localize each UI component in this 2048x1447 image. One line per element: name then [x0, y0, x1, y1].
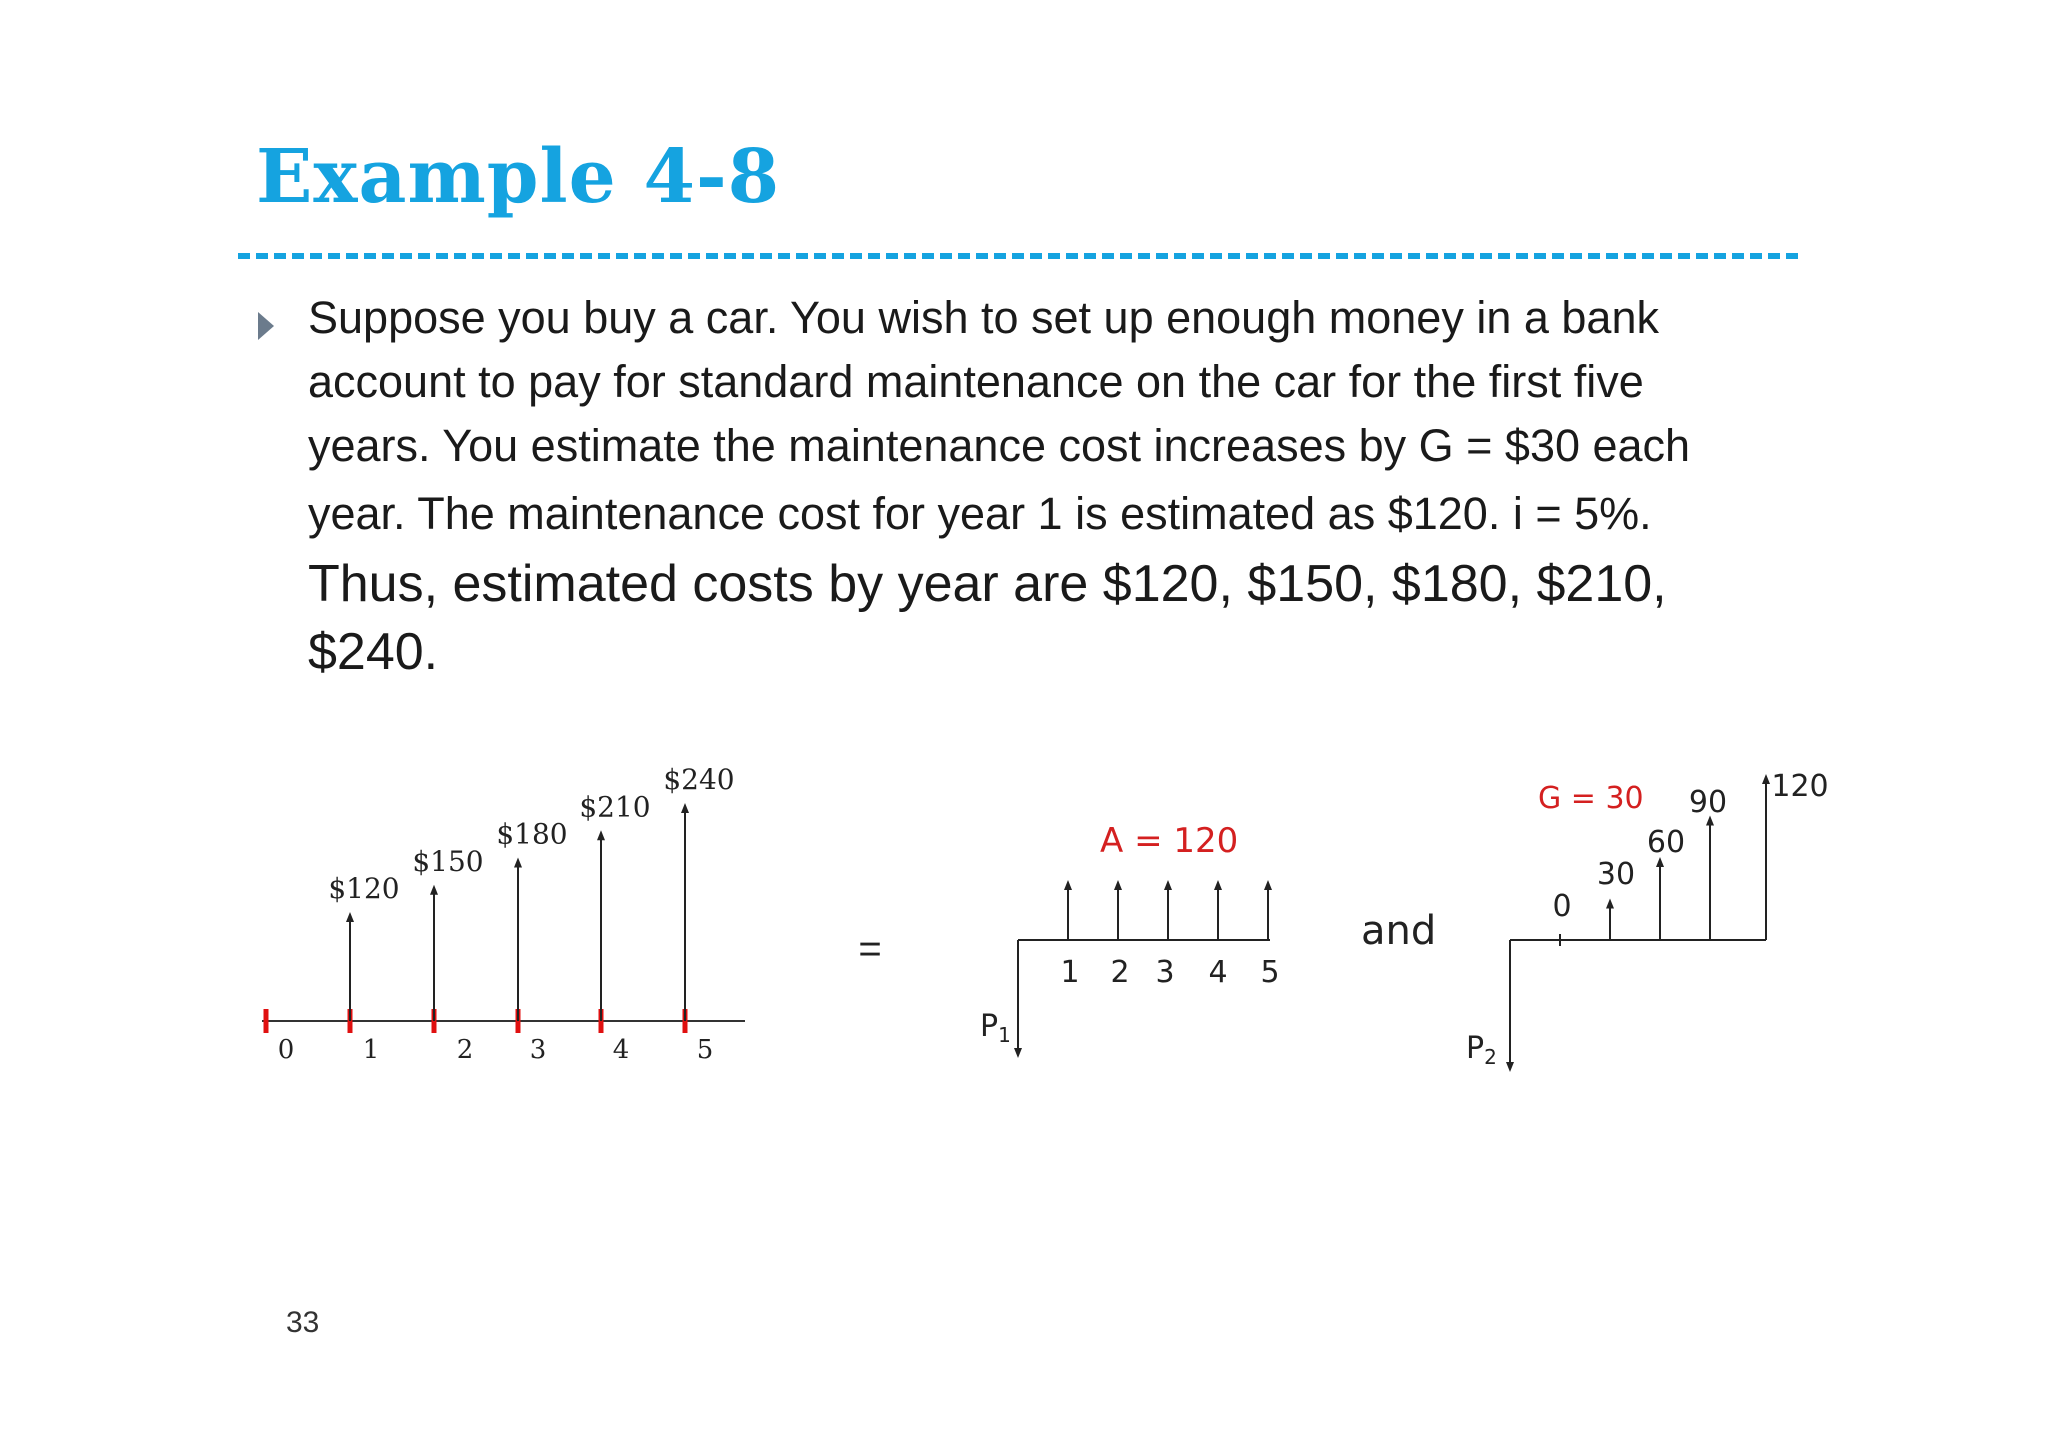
uniform-year-label: 2 [1110, 955, 1130, 990]
uniform-present-arrowhead [1014, 1048, 1022, 1058]
cash-flow-arrowhead [681, 803, 689, 813]
cash-flow-label: $120 [328, 872, 400, 905]
uniform-present-label [980, 1009, 1011, 1047]
year-label: 4 [612, 1035, 630, 1065]
gradient-cash-flow-diagram [262, 763, 745, 1065]
year-label: 5 [696, 1035, 714, 1065]
present-p: P [980, 1009, 999, 1044]
gradient-arrowhead [1606, 899, 1614, 909]
year-label: 2 [456, 1035, 474, 1065]
gradient-value-label: 60 [1646, 825, 1686, 860]
bullet-line: year. The maintenance cost for year 1 is estimated as $120. i = 5%. [308, 488, 1652, 539]
cash-flow-arrowhead [430, 885, 438, 895]
gradient-value-label: 90 [1688, 785, 1728, 820]
bullet-line: $240. [308, 623, 439, 681]
uniform-year-label: 5 [1260, 955, 1280, 990]
cash-flow-label: $240 [663, 763, 735, 796]
bullet-line: account to pay for standard maintenance on the car for the first five [308, 356, 1644, 407]
cash-flow-label: $210 [579, 790, 651, 824]
present-sub: 2 [1484, 1045, 1497, 1069]
present-sub: 1 [998, 1023, 1011, 1047]
uniform-year-label: 1 [1060, 955, 1080, 990]
year-label: 3 [529, 1035, 547, 1065]
uniform-label: A = 120 [1100, 821, 1239, 861]
cash-flow-arrowhead [346, 912, 354, 922]
gradient-arrowhead [1762, 774, 1770, 784]
arithmetic-gradient-diagram [1466, 769, 1829, 1072]
uniform-arrowhead [1164, 880, 1172, 890]
uniform-arrowhead [1264, 880, 1272, 890]
gradient-value-label: 120 [1771, 769, 1829, 804]
uniform-arrowhead [1114, 880, 1122, 890]
gradient-label: G = 30 [1538, 781, 1644, 816]
gradient-value-label: 0 [1552, 889, 1572, 924]
bullet-line: Thus, estimated costs by year are $120, $150, $180, $210, [308, 555, 1667, 613]
equals-sign: = [858, 927, 882, 971]
gradient-value-label: 30 [1596, 857, 1636, 892]
slide-title: Example 4-8 [256, 134, 781, 220]
page-number: 33 [286, 1306, 320, 1339]
and-word: and [1361, 908, 1437, 954]
uniform-arrowhead [1214, 880, 1222, 890]
bullet-line: years. You estimate the maintenance cost increases by G = $30 each [308, 420, 1691, 471]
year-label: 1 [362, 1035, 380, 1065]
cash-flow-label: $150 [412, 844, 484, 878]
year-label: 0 [277, 1035, 295, 1065]
gradient-present-arrowhead [1506, 1062, 1514, 1072]
bullet-line: Suppose you buy a car. You wish to set up enough money in a bank [308, 292, 1659, 343]
uniform-series-diagram [980, 821, 1280, 1058]
cash-flow-label: $180 [496, 817, 568, 851]
cash-flow-arrowhead [597, 830, 605, 840]
uniform-year-label: 4 [1208, 955, 1228, 990]
present-p: P [1466, 1031, 1485, 1066]
gradient-present-label [1466, 1031, 1497, 1069]
cash-flow-arrowhead [514, 858, 522, 868]
uniform-year-label: 3 [1155, 955, 1175, 990]
uniform-arrowhead [1064, 880, 1072, 890]
